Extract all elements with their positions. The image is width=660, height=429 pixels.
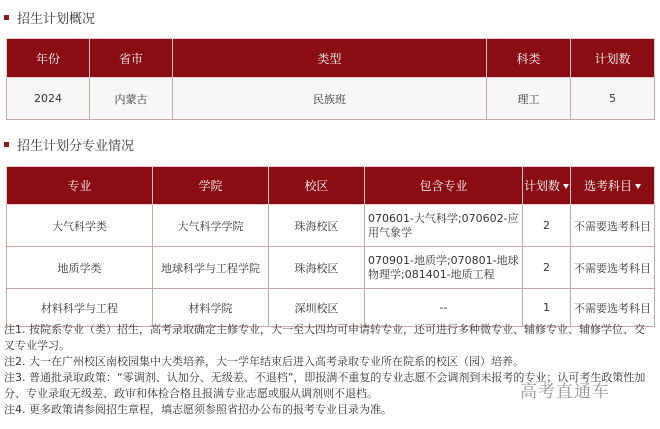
- header-subject-category: 科类: [487, 39, 571, 78]
- cell-major: 材料科学与工程: [7, 289, 153, 327]
- cell-plan-count: 5: [571, 78, 655, 120]
- header-province: 省市: [90, 39, 173, 78]
- cell-campus: 珠海校区: [269, 247, 365, 289]
- note-1: 注1. 按院系专业（类）招生，高考录取确定主修专业，大一至大四均可申请转专业，还可进行多种微专业、辅修专业、辅修学位、交叉专业学习。: [4, 323, 645, 352]
- sort-down-icon[interactable]: [635, 184, 641, 189]
- majors-table: [6, 166, 655, 327]
- note-3: 注3. 普通批录取政策：“零调剂、认加分、无级差、不退档”，即报满不重复的专业志愿不会调剂到未报考的专业；认可考生政策性加分、专业录取无级差、政审和体检合格且报满专业志愿或服从调剂则不退档。: [4, 371, 646, 400]
- cell-required-subjects: 不需要选考科目: [571, 289, 655, 327]
- header-plan-count-label: 计划数: [523, 179, 560, 193]
- header-campus: 校区: [269, 167, 365, 205]
- header-required-subjects-label: 选考科目: [583, 179, 632, 193]
- header-required-subjects-sortable[interactable]: [571, 167, 655, 205]
- section-bullet-icon: [4, 15, 9, 20]
- header-included-majors: 包含专业: [365, 167, 523, 205]
- cell-included-majors: 070601-大气科学;070602-应用气象学: [365, 205, 523, 247]
- table-row: [7, 78, 655, 120]
- cell-year: 2024: [7, 78, 90, 120]
- overview-table: [6, 38, 655, 120]
- note-2: 注2. 大一在广州校区南校园集中大类培养，大一学年结束后进入高考录取专业所在院系的校区（园）培养。: [4, 355, 524, 368]
- overview-section-title: [4, 8, 95, 27]
- watermark-text: 高考直通车: [520, 382, 610, 402]
- sort-down-icon[interactable]: [563, 184, 569, 189]
- note-4: 注4. 更多政策请参阅招生章程，填志愿须参照省招办公布的报考专业目录为准。: [4, 403, 392, 416]
- cell-college: 大气科学学院: [153, 205, 269, 247]
- header-type: 类型: [173, 39, 487, 78]
- cell-major: 大气科学类: [7, 205, 153, 247]
- cell-type: 民族班: [173, 78, 487, 120]
- cell-plan-count: 2: [523, 247, 571, 289]
- majors-section-title: [4, 135, 134, 154]
- header-year: 年份: [7, 39, 90, 78]
- overview-title-text: 招生计划概况: [17, 12, 96, 27]
- majors-title-text: 招生计划分专业情况: [17, 139, 135, 154]
- cell-college: 地球科学与工程学院: [153, 247, 269, 289]
- cell-included-majors: --: [365, 289, 523, 327]
- majors-header-row: [7, 167, 655, 205]
- section-bullet-icon: [4, 142, 9, 147]
- cell-required-subjects: 不需要选考科目: [571, 247, 655, 289]
- header-college: 学院: [153, 167, 269, 205]
- cell-plan-count: 2: [523, 205, 571, 247]
- cell-major: 地质学类: [7, 247, 153, 289]
- cell-subject-category: 理工: [487, 78, 571, 120]
- cell-plan-count: 1: [523, 289, 571, 327]
- header-major: 专业: [7, 167, 153, 205]
- cell-required-subjects: 不需要选考科目: [571, 205, 655, 247]
- cell-included-majors: 070901-地质学;070801-地球物理学;081401-地质工程: [365, 247, 523, 289]
- notes-section: [4, 322, 654, 418]
- cell-province: 内蒙古: [90, 78, 173, 120]
- table-row: [7, 247, 655, 289]
- cell-campus: 深圳校区: [269, 289, 365, 327]
- table-row: [7, 205, 655, 247]
- cell-campus: 珠海校区: [269, 205, 365, 247]
- overview-header-row: [7, 39, 655, 78]
- header-plan-count: 计划数: [571, 39, 655, 78]
- cell-college: 材料学院: [153, 289, 269, 327]
- header-plan-count-sortable[interactable]: [523, 167, 571, 205]
- table-row: [7, 289, 655, 327]
